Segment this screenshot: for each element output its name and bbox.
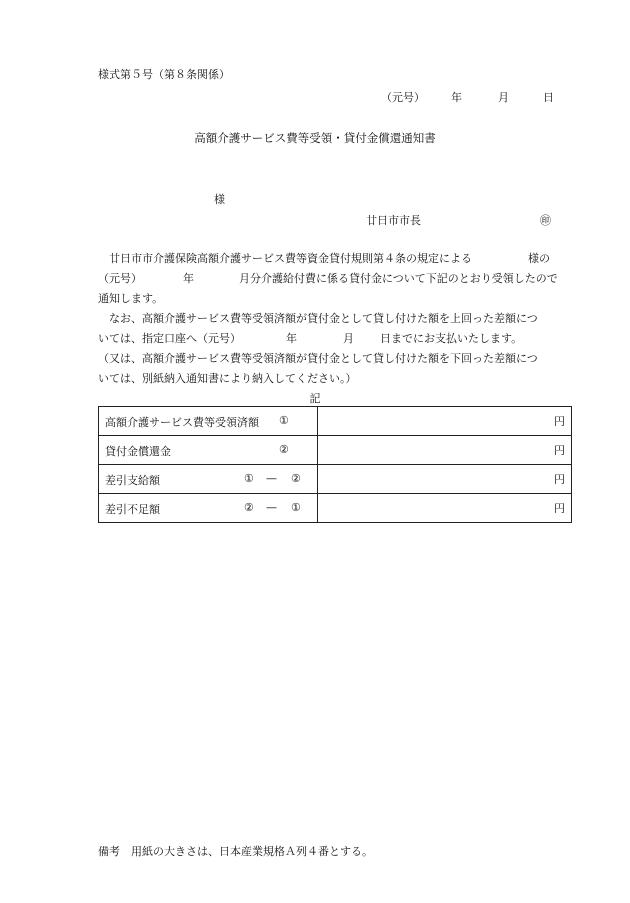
date-era: （元号） [381, 91, 425, 104]
amounts-table [98, 406, 572, 523]
row-value-cell: 円 [318, 465, 572, 494]
body-line-4-text: なお、高額介護サービス費等受領済額が貸付金として貸し付けた額を上回った差額につ [109, 312, 538, 325]
table-row [99, 494, 572, 523]
recipient-honorific: 様 [214, 193, 225, 206]
sender-name: 廿日市市長 [366, 214, 421, 227]
body-line-2 [98, 269, 576, 289]
row-label-cell [99, 494, 318, 523]
body-line-2-text: 月分介護給付費に係る貸付金について下記のとおり受領したので [239, 272, 558, 285]
seal-mark: ㊞ [540, 214, 551, 227]
row-label-cell [99, 465, 318, 494]
body-line-2-era: （元号） [98, 272, 142, 285]
row-label: 貸付金償還金 [105, 445, 171, 458]
row-mark-2: ② [291, 472, 301, 485]
row-label: 高額介護サービス費等受領済額 [105, 416, 259, 429]
body-line-1 [98, 249, 576, 269]
row-value-cell: 円 [318, 494, 572, 523]
body-line-6-text: （又は、高額介護サービス費等受領済額が貸付金として貸し付けた額を下回った差額につ [98, 352, 538, 365]
row-label-cell [99, 407, 318, 436]
body-line-7 [98, 369, 576, 389]
body-line-1-text: 廿日市市介護保険高額介護サービス費等資金貸付規則第４条の規定による [109, 252, 472, 265]
body-line-7-text: いては、別紙納入通知書により納入してください。） [98, 372, 357, 385]
row-label-cell [99, 436, 318, 465]
row-value-cell: 円 [318, 407, 572, 436]
remarks-note: 備考 用紙の大きさは、日本産業規格Ａ列４番とする。 [98, 845, 373, 858]
row-mark-1: ② [244, 501, 254, 514]
row-mark-1: ① [244, 472, 254, 485]
row-dash: — [266, 501, 277, 514]
row-label: 差引支給額 [105, 474, 160, 487]
body-line-2-year: 年 [183, 272, 194, 285]
row-mark-1: ② [279, 443, 289, 456]
date-year: 年 [451, 91, 462, 104]
body-line-5 [98, 329, 576, 349]
table-row [99, 436, 572, 465]
ki-heading: 記 [309, 392, 321, 405]
body-line-4 [98, 309, 576, 329]
body-line-5-year: 年 [286, 332, 297, 345]
table-row [99, 407, 572, 436]
document-title: 高額介護サービス費等受領・貸付金償還通知書 [194, 131, 436, 145]
date-day: 日 [543, 91, 554, 104]
table-row [99, 465, 572, 494]
body-line-1-honorific: 様の [528, 252, 550, 265]
row-value-cell: 円 [318, 436, 572, 465]
body-line-3-text: 通知します。 [98, 292, 164, 305]
body-line-3 [98, 289, 576, 309]
body-line-6 [98, 349, 576, 369]
row-mark-2: ① [291, 501, 301, 514]
row-dash: — [266, 472, 277, 485]
body-line-5-text: いては、指定口座へ（元号） [98, 332, 241, 345]
notice-body [98, 249, 576, 389]
row-label: 差引不足額 [105, 503, 160, 516]
form-number: 様式第５号（第８条関係） [98, 68, 230, 81]
body-line-5-month: 月 [343, 332, 354, 345]
date-month: 月 [498, 91, 509, 104]
body-line-5-tail: 日までにお支払いたします。 [380, 332, 523, 345]
row-mark-1: ① [279, 414, 289, 427]
